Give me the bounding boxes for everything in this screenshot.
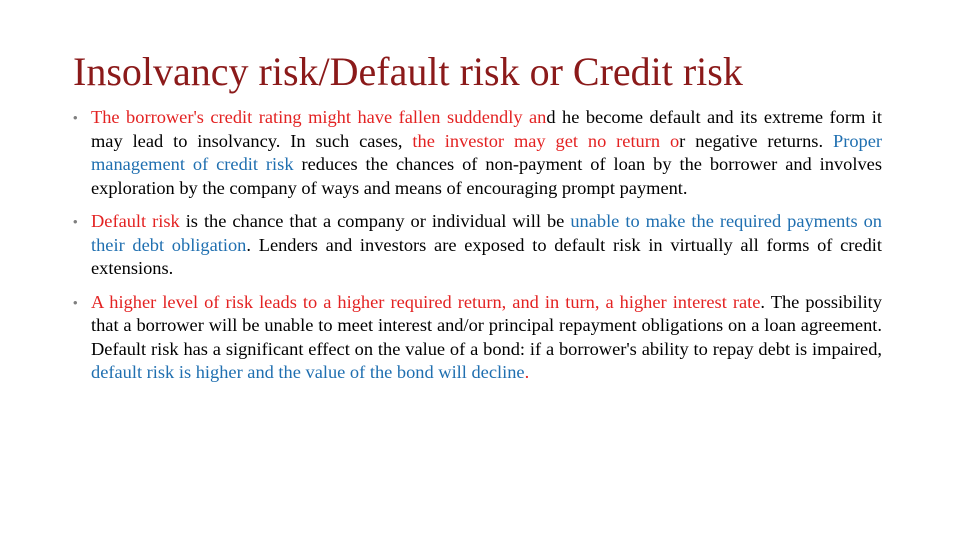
text-segment: unable to make the required payments on their debt obligation — [91, 211, 882, 255]
text-segment: . Lenders and investors are exposed to default risk in virtually all forms of credit extensions. — [91, 234, 883, 278]
text-segment: d he become default and its extreme form it may lead to insolvancy. In such cases, — [91, 107, 882, 151]
slide-title: Insolvancy risk/Default risk or Credit risk — [73, 49, 743, 94]
bullet-item-3 — [73, 291, 882, 385]
text-segment: A higher level of risk leads to a higher required return, and in turn, a higher interest rate — [91, 291, 761, 312]
text-segment: the investor may get no return o — [412, 130, 680, 151]
text-segment: The borrower's credit rating might have fallen suddendly an — [91, 107, 547, 127]
text-segment: is the chance that a company or individual will be — [179, 211, 571, 231]
text-segment: reduces the chances of non-payment of loan by the borrower and involves exploration by the company of ways and means of encouraging prompt payment. — [91, 154, 882, 198]
bullet-dot-icon: • — [73, 294, 78, 310]
bullet-dot-icon: • — [73, 110, 78, 125]
text-segment: Default risk — [91, 211, 180, 231]
bullet-text — [91, 107, 882, 198]
text-segment: . The possibility that a borrower will be unable to meet interest and/or principal repayment obligations on a loan agreement. Default risk has a significant effect on the value of a bond: if a borrower's ability to repay debt is impaired, — [91, 291, 882, 359]
text-segment: default risk is higher and the value of the bond will decline — [91, 362, 525, 382]
text-segment: Proper management of credit risk — [91, 130, 882, 174]
bullet-item-2 — [73, 210, 882, 281]
bullet-item-1 — [73, 106, 882, 200]
bullet-text — [91, 211, 882, 278]
bullet-list — [73, 106, 882, 395]
text-segment: . — [524, 362, 530, 382]
bullet-text — [91, 292, 882, 383]
bullet-dot-icon: • — [73, 214, 78, 229]
text-segment: r negative returns. — [679, 130, 833, 151]
